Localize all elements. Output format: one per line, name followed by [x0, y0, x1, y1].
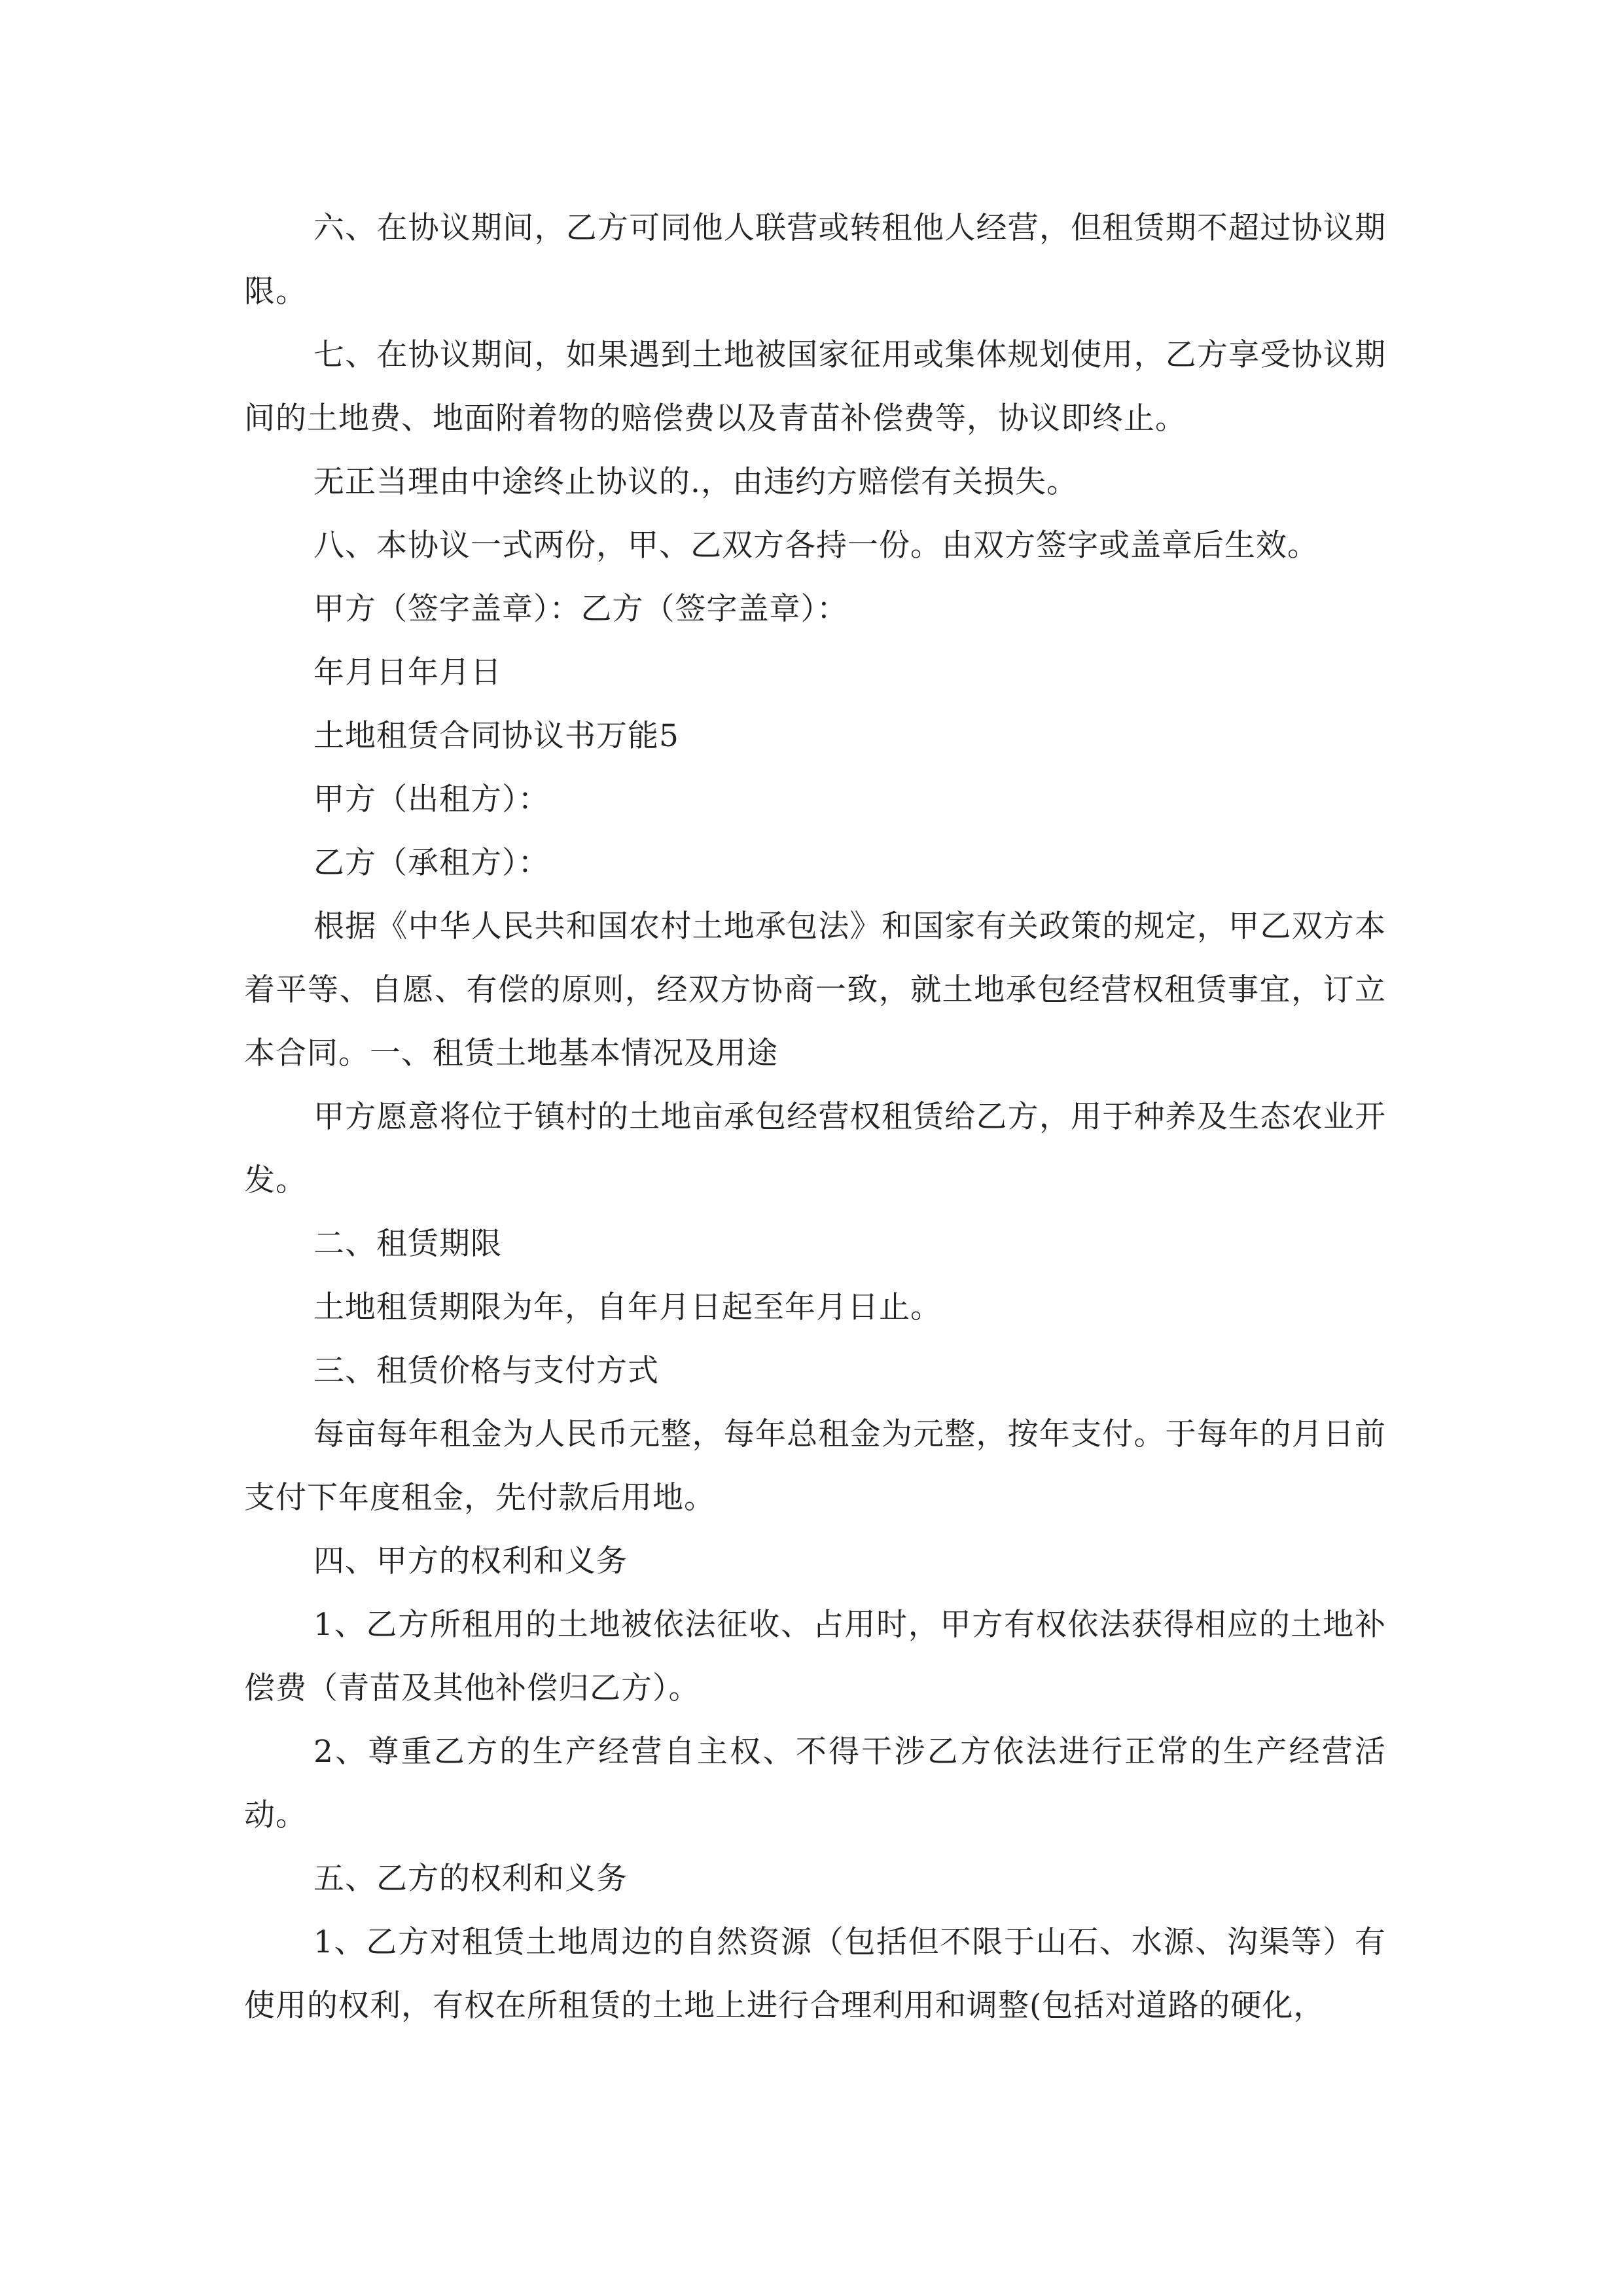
paragraph-party-a-right-2: 2、尊重乙方的生产经营自主权、不得干涉乙方依法进行正常的生产经营活动。 [244, 1734, 1386, 1833]
section-heading-price: 三、租赁价格与支付方式 [313, 1353, 659, 1389]
paragraph-clause-8: 八、本协议一式两份，甲、乙双方各持一份。由双方签字或盖章后生效。 [313, 528, 1319, 564]
paragraph-clause-6: 六、在协议期间，乙方可同他人联营或转租他人经营，但租赁期不超过协议期限。 [244, 210, 1386, 310]
paragraph-term: 土地租赁期限为年，自年月日起至年月日止。 [313, 1289, 942, 1325]
paragraph-preamble: 根据《中华人民共和国农村土地承包法》和国家有关政策的规定，甲乙双方本着平等、自愿、有偿的原则，经双方协商一致，就土地承包经营权租赁事宜，订立本合同。一、租赁土地基本情况及用途 [244, 908, 1386, 1071]
signature-line: 甲方（签字盖章）：乙方（签字盖章）： [313, 591, 848, 627]
paragraph-land-use: 甲方愿意将位于镇村的土地亩承包经营权租赁给乙方，用于种养及生态农业开发。 [244, 1099, 1386, 1198]
section-heading-party-b-rights: 五、乙方的权利和义务 [313, 1861, 628, 1897]
section-heading-term: 二、租赁期限 [313, 1226, 502, 1262]
party-b-line: 乙方（承租方）： [313, 845, 550, 881]
document-body [244, 196, 1386, 2037]
paragraph-party-b-right-1: 1、乙方对租赁土地周边的自然资源（包括但不限于山石、水源、沟渠等）有使用的权利，有权在所租赁的土地上进行合理利用和调整(包括对道路的硬化， [244, 1924, 1386, 2024]
paragraph-breach: 无正当理由中途终止协议的.，由违约方赔偿有关损失。 [313, 464, 1078, 500]
contract-title: 土地租赁合同协议书万能5 [313, 718, 679, 754]
section-heading-party-a-rights: 四、甲方的权利和义务 [313, 1543, 628, 1579]
paragraph-party-a-right-1: 1、乙方所租用的土地被依法征收、占用时，甲方有权依法获得相应的土地补偿费（青苗及其他补偿归乙方）。 [244, 1607, 1386, 1706]
paragraph-clause-7: 七、在协议期间，如果遇到土地被国家征用或集体规划使用，乙方享受协议期间的土地费、地面附着物的赔偿费以及青苗补偿费等，协议即终止。 [244, 337, 1386, 437]
paragraph-price: 每亩每年租金为人民币元整，每年总租金为元整，按年支付。于每年的月日前支付下年度租金，先付款后用地。 [244, 1416, 1386, 1516]
party-a-line: 甲方（出租方）： [313, 781, 550, 817]
date-line: 年月日年月日 [313, 655, 502, 691]
